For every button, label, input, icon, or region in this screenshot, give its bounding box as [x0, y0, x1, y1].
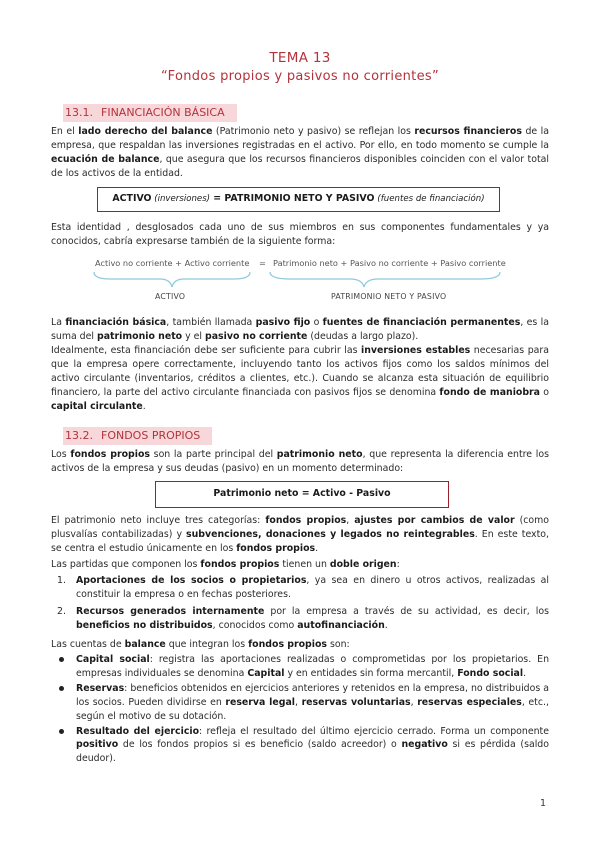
- text: : registra las aportaciones realizadas o comprometidas por los propietarios. En empresas individuales se denomina: [76, 654, 550, 679]
- paragraph-lado-derecho: [51, 125, 549, 181]
- bold-text: Patrimonio neto = Activo - Pasivo: [213, 488, 391, 499]
- bold-text: reserva legal: [225, 696, 296, 708]
- equation-sign: =: [259, 258, 266, 268]
- section-title: FINANCIACIÓN BÁSICA: [101, 106, 225, 119]
- text: , etc., según el motivo de su dotación.: [76, 696, 549, 722]
- text: .: [315, 542, 319, 554]
- bold-text: reservas voluntarias: [301, 696, 411, 708]
- text: y el: [182, 330, 205, 342]
- bold-text: positivo: [76, 739, 119, 751]
- bold-text: fondos propios: [248, 639, 328, 650]
- text: ,: [295, 696, 302, 708]
- text: son la parte principal del: [150, 449, 277, 460]
- text: :: [396, 559, 400, 570]
- bold-text: = PATRIMONIO NETO Y PASIVO: [210, 193, 375, 204]
- bold-text: fondos propios: [265, 515, 347, 526]
- bold-text: ajustes por cambios de valor: [354, 515, 515, 526]
- text: : beneficios obtenidos en ejercicios anteriores y retenidos en la empresa, no distribuidos a los socios. Pueden dividirse en: [76, 682, 549, 708]
- bold-text: Capital: [247, 667, 285, 679]
- list-number: 2.: [57, 605, 66, 617]
- text: .: [523, 667, 527, 679]
- brace-activo: [94, 272, 250, 287]
- equation-right: Patrimonio neto + Pasivo no corriente + Pasivo corriente: [273, 258, 506, 268]
- bold-text: patrimonio neto: [97, 330, 183, 342]
- text: . En este texto, se centra el estudio únicamente en los: [51, 528, 549, 554]
- text: , es la suma del: [51, 317, 549, 342]
- bold-text: balance: [124, 639, 166, 650]
- text: El patrimonio neto incluye tres categorías:: [51, 515, 266, 526]
- brace-label-activo: ACTIVO: [155, 292, 186, 301]
- bold-text: reservas especiales: [417, 696, 522, 708]
- text: ,: [346, 515, 355, 526]
- text: son:: [327, 639, 350, 650]
- list-item: [55, 605, 549, 633]
- text: si es pérdida (saldo deudor).: [76, 739, 549, 765]
- bold-text: subvenciones, donaciones y legados no reintegrables: [186, 528, 475, 540]
- list-item: [55, 574, 549, 602]
- text: , también llamada: [166, 317, 256, 328]
- bold-text: Fondo social: [457, 667, 524, 679]
- text: : refleja el resultado del último ejercicio cerrado. Forma un componente: [199, 725, 550, 737]
- italic-text: (fuentes de financiación): [377, 194, 485, 204]
- bold-text: autofinanciación: [297, 619, 385, 631]
- bold-text: fondos propios: [70, 449, 150, 460]
- list-number: 1.: [57, 575, 66, 586]
- text: , ya sea en dinero u otros activos, realizadas al constituir la empresa o en fechas posteriores.: [76, 575, 550, 600]
- text: o: [310, 317, 323, 328]
- bold-text: fondos propios: [236, 542, 316, 554]
- text: , conocidos como: [212, 619, 298, 631]
- bullet-icon: [59, 657, 64, 662]
- text: Idealmente, esta financiación debe ser suficiente para cubrir las: [51, 345, 361, 356]
- text: (Patrimonio neto y pasivo) se reflejan los: [212, 126, 415, 137]
- bold-text: fondo de maniobra: [439, 386, 541, 398]
- bold-text: ACTIVO: [112, 193, 152, 204]
- page-subtitle: “Fondos propios y pasivos no corrientes”: [161, 69, 439, 84]
- bold-text: Aportaciones de los socios o propietarios: [76, 575, 307, 586]
- bold-text: pasivo no corriente: [205, 330, 308, 342]
- accounts-list: [55, 653, 549, 766]
- text: tienen un: [279, 559, 330, 570]
- text: o: [540, 386, 550, 398]
- text: .: [384, 619, 388, 631]
- bold-text: fuentes de financiación permanentes: [322, 317, 521, 328]
- page-number: 1: [540, 798, 547, 809]
- bold-text: ecuación de balance: [51, 153, 160, 165]
- bold-text: negativo: [401, 739, 448, 751]
- list-item-resultado: [55, 725, 549, 767]
- bold-text: inversiones estables: [361, 345, 471, 356]
- paragraph-doble-origen: [51, 558, 549, 572]
- origins-list: [55, 574, 549, 633]
- section-number: 13.1.: [65, 106, 93, 119]
- text: que integran los: [165, 639, 249, 650]
- section-heading-financiacion: [63, 104, 237, 122]
- bold-text: doble origen: [329, 559, 397, 570]
- paragraph-financiacion-basica: [51, 316, 549, 344]
- list-item-reservas: [55, 682, 549, 724]
- text: Las partidas que componen los: [51, 559, 201, 570]
- italic-text: (inversiones): [151, 194, 211, 204]
- text: y en entidades sin forma mercantil,: [284, 667, 458, 679]
- bold-text: Recursos generados internamente: [76, 605, 265, 617]
- text: necesarias para que la empresa opere correctamente, incluyendo tanto los activos fijos como los saldos mínimos del activo circulante (inventarios, créditos a clientes, etc.). Cuando se alcanza esta situación de equilibrio financiero, la parte del activo circulante financiada con pasivos fijos se denomina: [51, 345, 549, 398]
- text: En el: [51, 126, 79, 137]
- bold-text: lado derecho del balance: [78, 126, 213, 137]
- bold-text: fondos propios: [200, 559, 280, 570]
- paragraph-cuentas-balance: [51, 638, 549, 652]
- bold-text: financiación básica: [65, 317, 167, 328]
- bullet-icon: [59, 729, 64, 734]
- bold-text: Reservas: [76, 682, 125, 694]
- text: por la empresa a través de su actividad, es decir, los: [264, 605, 550, 617]
- bold-text: Capital social: [76, 654, 150, 665]
- section-number: 13.2.: [65, 429, 93, 442]
- paragraph-identidad: Esta identidad , desglosados cada uno de sus miembros en sus componentes fundamentales y ya conocidos, cabría expresarse también de la siguiente forma:: [51, 222, 549, 247]
- text: (deudas a largo plazo).: [307, 330, 419, 342]
- paragraph-fondos-propios: [51, 448, 549, 476]
- bold-text: pasivo fijo: [255, 317, 311, 328]
- bold-text: recursos financieros: [414, 126, 522, 137]
- text: , que representa la diferencia entre los activos de la empresa y sus deudas (pasivo) en un momento determinado:: [51, 449, 549, 474]
- text: de la empresa, que respaldan las inversiones registradas en el activo. Por ello, en todo momento se cumple la: [51, 126, 550, 151]
- section-title: FONDOS PROPIOS: [101, 429, 201, 442]
- bold-text: patrimonio neto: [276, 449, 363, 460]
- text: Los: [51, 449, 71, 460]
- paragraph-patrimonio-categorias: [51, 514, 549, 556]
- bold-text: Resultado del ejercicio: [76, 725, 200, 737]
- bullet-icon: [59, 686, 64, 691]
- balance-equation-box: [97, 187, 500, 212]
- text: (como plusvalías contabilizadas) y: [51, 515, 550, 540]
- brace-label-patrimonio: PATRIMONIO NETO Y PASIVO: [331, 292, 447, 301]
- bold-text: beneficios no distribuidos: [76, 619, 213, 631]
- text: ,: [410, 696, 418, 708]
- brace-graphic: [90, 270, 510, 292]
- section-heading-fondos-propios: [63, 427, 212, 445]
- text: de los fondos propios si es beneficio (saldo acreedor) o: [118, 739, 402, 751]
- page-title: TEMA 13: [269, 50, 331, 66]
- list-item-capital-social: [55, 653, 549, 681]
- paragraph-idealmente: [51, 344, 549, 414]
- text: , que asegura que los recursos financieros disponibles coinciden con el valor total de los activos de la entidad.: [51, 153, 549, 179]
- text: Las cuentas de: [51, 639, 125, 650]
- bold-text: capital circulante: [51, 400, 143, 412]
- text: La: [51, 317, 66, 328]
- text: .: [142, 400, 146, 412]
- brace-patrimonio: [270, 272, 500, 287]
- patrimonio-equation-box: [155, 481, 449, 508]
- equation-left: Activo no corriente + Activo corriente: [95, 258, 250, 268]
